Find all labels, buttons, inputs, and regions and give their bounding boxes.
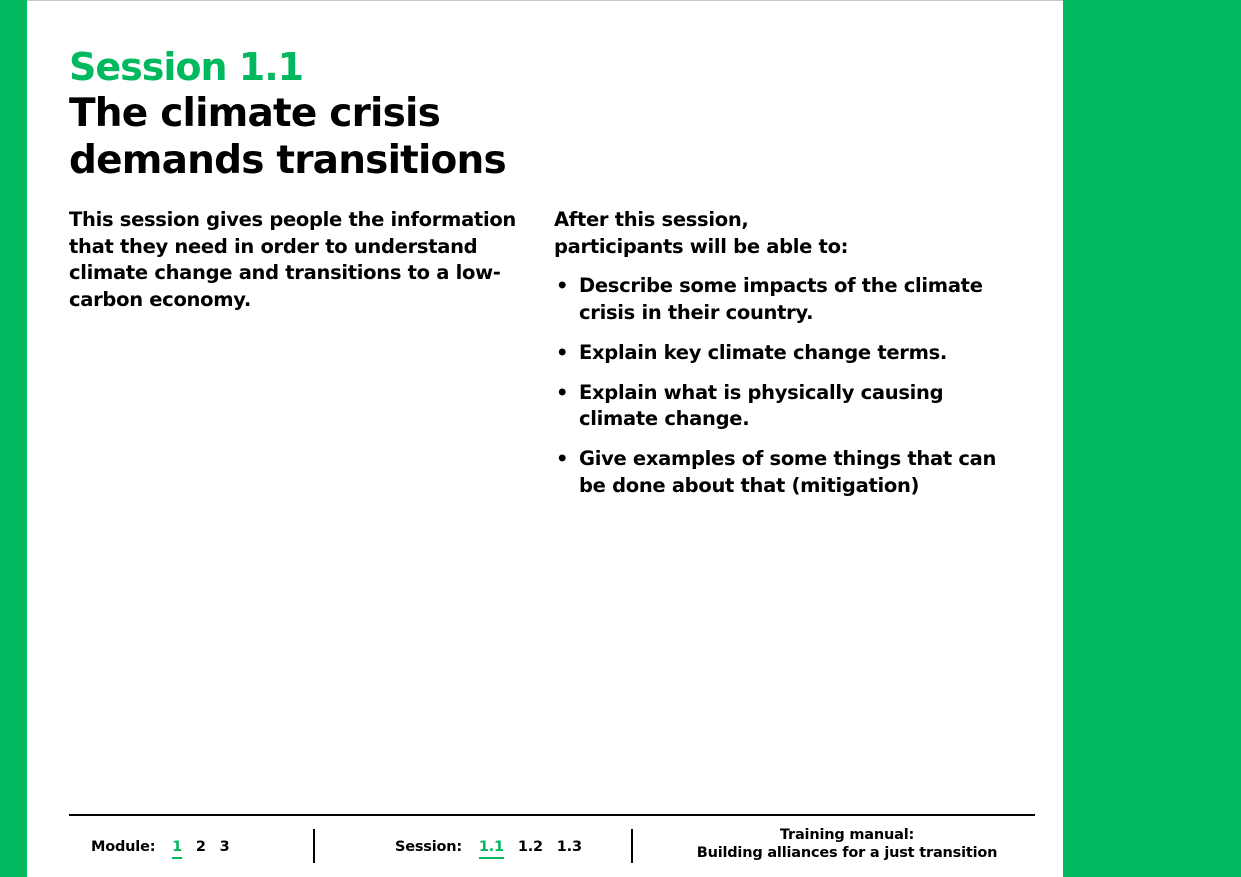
- objectives-list: [554, 273, 1034, 499]
- objective-line: Explain key climate change terms.: [579, 340, 948, 364]
- learning-objectives: [554, 207, 1034, 513]
- objective-line: Describe some impacts of the climate: [579, 274, 983, 297]
- objective-line: Give examples of some things that can: [579, 447, 997, 470]
- manual-title: [664, 827, 1030, 862]
- bullet-icon: •: [556, 380, 569, 404]
- objective-line: be done about that (mitigation): [579, 473, 920, 497]
- objective-item: [554, 446, 1034, 499]
- intro-line: carbon economy.: [69, 287, 251, 311]
- objective-item: [554, 273, 1034, 326]
- session-intro: [69, 207, 517, 313]
- session-link-1-2[interactable]: 1.2: [517, 839, 543, 855]
- session-link-1-3[interactable]: 1.3: [556, 839, 582, 855]
- objective-line: Explain what is physically causing: [579, 380, 944, 404]
- objective-line: climate change.: [579, 407, 750, 430]
- module-nav: [91, 836, 239, 859]
- title-line: demands transitions: [69, 138, 506, 183]
- manual-title-line: Training manual:: [779, 827, 915, 843]
- objective-line: crisis in their country.: [579, 300, 814, 324]
- bullet-icon: •: [556, 274, 569, 297]
- module-nav-label: Module:: [91, 839, 156, 855]
- session-label: Session 1.1: [69, 45, 304, 89]
- session-nav-label: Session:: [395, 839, 462, 855]
- intro-line: climate change and transitions to a low-: [69, 261, 501, 284]
- bullet-icon: •: [556, 340, 569, 364]
- left-accent-bar: [0, 0, 27, 877]
- manual-title-line: Building alliances for a just transition: [696, 844, 998, 861]
- top-border: [27, 0, 1063, 1]
- module-link-1[interactable]: 1: [172, 838, 182, 859]
- right-accent-bar: [1063, 0, 1241, 877]
- objective-item: [554, 380, 1034, 433]
- objective-item: [554, 340, 1034, 367]
- intro-line: that they need in order to understand: [69, 234, 478, 258]
- session-link-1-1[interactable]: 1.1: [479, 838, 504, 859]
- bullet-icon: •: [556, 447, 569, 470]
- objectives-heading-line: participants will be able to:: [554, 234, 849, 258]
- title-line: The climate crisis: [69, 91, 440, 136]
- page-title: [69, 90, 506, 184]
- footer-separator: [313, 829, 315, 863]
- footer-separator: [631, 829, 633, 863]
- objectives-heading: [554, 207, 1034, 260]
- intro-line: This session gives people the information: [69, 208, 517, 231]
- footer-divider-line: [69, 814, 1035, 816]
- module-link-2[interactable]: 2: [195, 839, 206, 855]
- module-link-3[interactable]: 3: [219, 839, 230, 855]
- objectives-heading-line: After this session,: [554, 208, 749, 231]
- session-nav: [395, 836, 591, 859]
